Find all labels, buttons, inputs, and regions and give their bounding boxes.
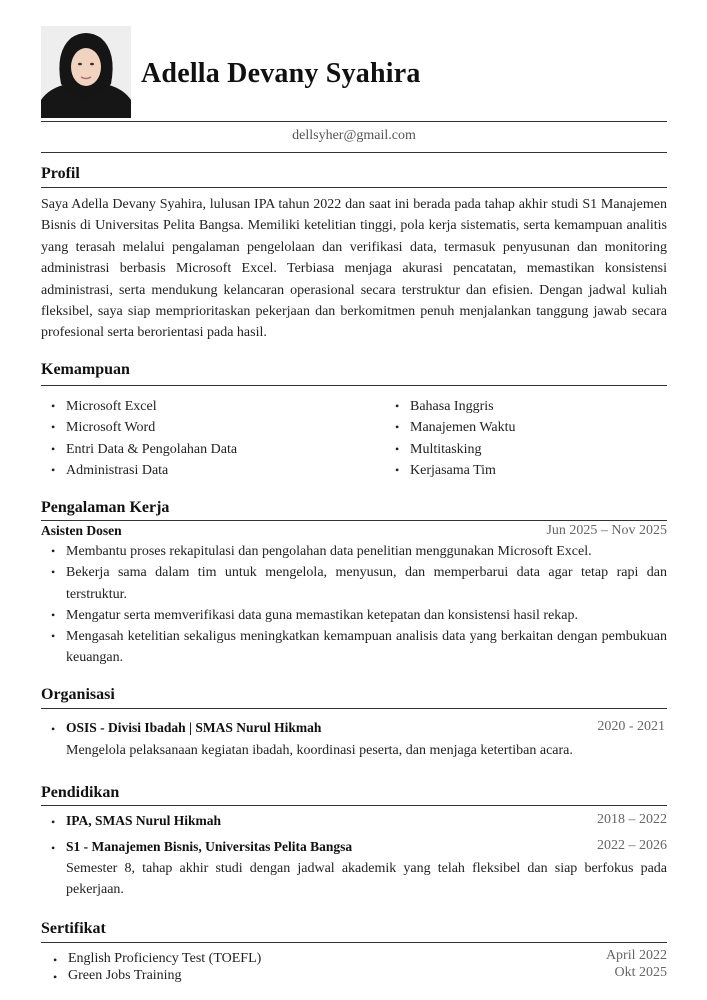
divider bbox=[41, 385, 667, 386]
job-title: Asisten Dosen bbox=[41, 523, 122, 538]
education-title: IPA, SMAS Nurul Hikmah bbox=[66, 813, 222, 828]
bullet-glyph: • bbox=[51, 722, 56, 736]
experience-bullet: • Bekerja sama dalam tim untuk mengelola, menyusun, dan memperbarui data agar tetap rapi dan terstruktur. bbox=[41, 562, 667, 605]
divider bbox=[41, 942, 667, 943]
section-heading-education: Pendidikan bbox=[41, 784, 120, 801]
education-date: 2022 – 2026 bbox=[597, 838, 667, 853]
skill-item: • Bahasa Inggris bbox=[385, 396, 667, 417]
bullet-glyph: • bbox=[53, 970, 58, 984]
section-heading-experience: Pengalaman Kerja bbox=[41, 499, 170, 516]
divider bbox=[41, 805, 667, 806]
skill-item: • Manajemen Waktu bbox=[385, 417, 667, 438]
email-address[interactable]: dellsyher@gmail.com bbox=[292, 128, 416, 143]
section-heading-profile: Profil bbox=[41, 165, 80, 182]
certificate-date: Okt 2025 bbox=[614, 965, 667, 980]
divider bbox=[41, 520, 667, 521]
profile-summary: Saya Adella Devany Syahira, lulusan IPA tahun 2022 dan saat ini berada pada tahap akhir studi S1 Manajemen Bisnis di Universitas Pelita Bangsa. Memiliki ketelitian tinggi, pola kerja sistematis, serta kemampuan analitis yang terasah melalui pengalaman pengelolaan dan verifikasi data, termasuk penyusunan dan monitoring administrasi berbasis Microsoft Excel. Terbiasa menjaga akurasi pencatatan, memastikan konsistensi administrasi, serta mendukung kelancaran operasional secara terstruktur dan efisien. Dengan jadwal kuliah fleksibel, saya siap memprioritaskan pekerjaan dan berkomitmen penuh menjalankan tanggung jawab secara profesional serta berorientasi pada hasil. bbox=[41, 197, 667, 341]
skill-item: • Entri Data & Pengolahan Data bbox=[41, 439, 361, 460]
skill-item: • Administrasi Data bbox=[41, 460, 361, 481]
divider bbox=[41, 152, 667, 153]
job-date: Jun 2025 – Nov 2025 bbox=[546, 523, 667, 538]
bullet-glyph: • bbox=[51, 841, 56, 855]
candidate-name: Adella Devany Syahira bbox=[141, 58, 421, 89]
divider bbox=[41, 121, 667, 122]
profile-photo bbox=[41, 26, 131, 118]
organization-date: 2020 - 2021 bbox=[597, 719, 665, 734]
section-heading-certificates: Sertifikat bbox=[41, 920, 106, 937]
education-title: S1 - Manajemen Bisnis, Universitas Pelita Bangsa bbox=[66, 839, 353, 854]
experience-bullets bbox=[41, 541, 667, 669]
certificate-date: April 2022 bbox=[605, 948, 667, 963]
skills-list-right bbox=[385, 396, 667, 481]
organization-description: Mengelola pelaksanaan kegiatan ibadah, koordinasi peserta, dan menjaga ketertiban acara. bbox=[66, 743, 573, 758]
education-description: Semester 8, tahap akhir studi dengan jadwal akademik yang telah fleksibel dan siap berfokus pada pekerjaan. bbox=[66, 861, 667, 898]
experience-bullet: • Membantu proses rekapitulasi dan pengolahan data penelitian menggunakan Microsoft Excel. bbox=[41, 541, 667, 562]
divider bbox=[41, 187, 667, 188]
experience-bullet: • Mengatur serta memverifikasi data guna memastikan ketepatan dan konsistensi hasil rekap. bbox=[41, 605, 667, 626]
section-heading-organization: Organisasi bbox=[41, 686, 115, 703]
experience-bullet: • Mengasah ketelitian sekaligus meningkatkan kemampuan analisis data yang berkaitan dengan pembukuan keuangan. bbox=[41, 626, 667, 669]
education-date: 2018 – 2022 bbox=[597, 812, 667, 827]
skill-item: • Microsoft Excel bbox=[41, 396, 361, 417]
bullet-glyph: • bbox=[53, 953, 58, 967]
section-heading-skills: Kemampuan bbox=[41, 361, 130, 378]
organization-title: OSIS - Divisi Ibadah | SMAS Nurul Hikmah bbox=[66, 720, 322, 735]
bullet-glyph: • bbox=[51, 815, 56, 829]
skill-item: • Kerjasama Tim bbox=[385, 460, 667, 481]
divider bbox=[41, 708, 667, 709]
certificate-title: Green Jobs Training bbox=[68, 968, 182, 983]
certificate-title: English Proficiency Test (TOEFL) bbox=[68, 951, 262, 966]
skill-item: • Microsoft Word bbox=[41, 417, 361, 438]
skills-list-left bbox=[41, 396, 361, 481]
skill-item: • Multitasking bbox=[385, 439, 667, 460]
